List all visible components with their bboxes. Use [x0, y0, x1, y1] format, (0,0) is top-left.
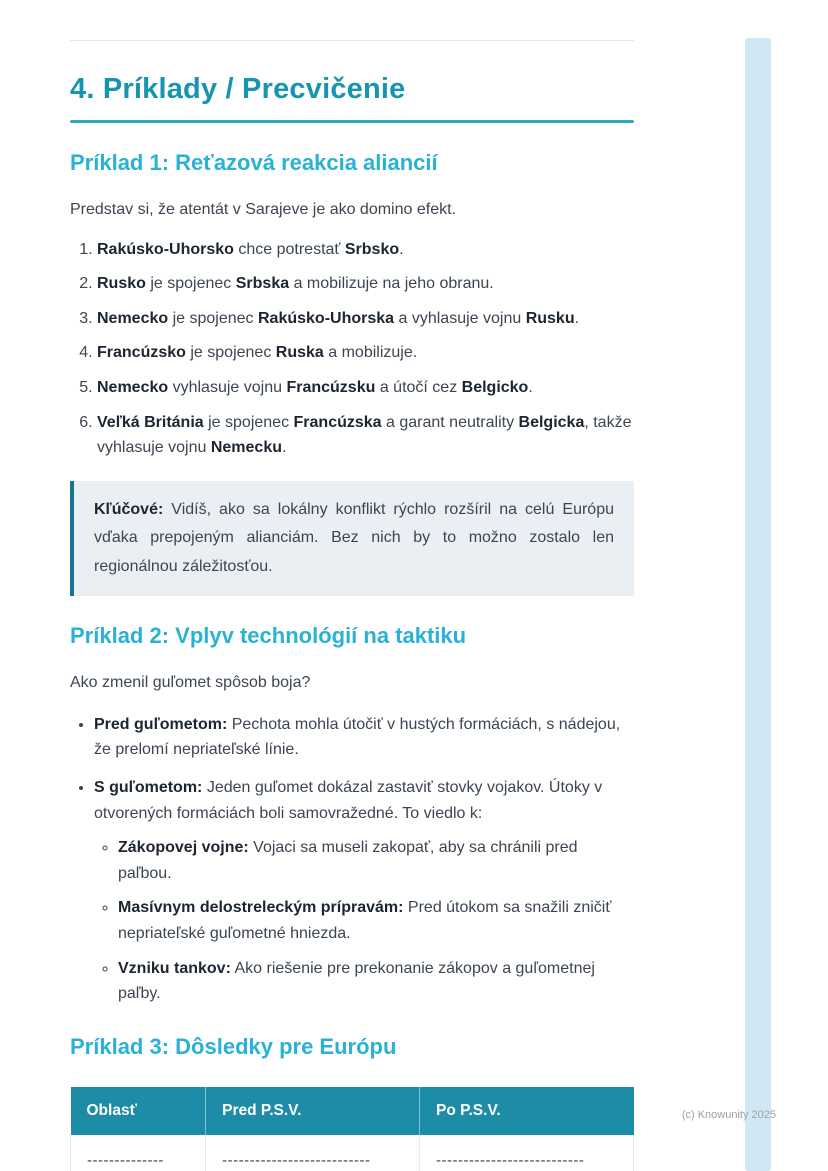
example2-bullet-list	[70, 712, 634, 1007]
list-item	[97, 271, 634, 297]
list-item	[94, 775, 634, 1007]
list-item	[118, 956, 634, 1007]
list-item-text: Vzniku tankov: Ako riešenie pre prekonanie zákopov a guľometnej paľby.	[118, 959, 595, 1003]
list-item	[118, 835, 634, 886]
example3-heading: Príklad 3: Dôsledky pre Európu	[70, 1033, 397, 1059]
list-item	[97, 237, 634, 263]
example2-intro: Ako zmenil guľomet spôsob boja?	[70, 674, 311, 692]
table-row	[71, 1135, 634, 1171]
example1-heading: Príklad 1: Reťazová reakcia aliancií	[70, 150, 438, 175]
list-item-text: Masívnym delostreleckým prípravám: Pred útokom sa snažili zničiť nepriateľské guľometné hniezda.	[118, 899, 612, 942]
table-cell: ---------------------------	[206, 1135, 420, 1171]
list-item-text: Veľká Británia je spojenec Francúzska a garant neutrality Belgicka, takže vyhlasuje vojnu Nemecku.	[97, 413, 632, 457]
copyright-text: (c) Knowunity 2025	[681, 1109, 776, 1121]
table-header-row	[71, 1087, 634, 1135]
list-item-text: S guľometom: Jeden guľomet dokázal zastaviť stovky vojakov. Útoky v otvorených formáciách boli samovražedné. To viedlo k:	[94, 778, 603, 822]
table-body	[71, 1135, 634, 1171]
list-item-text: Zákopovej vojne: Vojaci sa museli zakopať, aby sa chránili pred paľbou.	[118, 839, 578, 882]
title-underline	[70, 120, 634, 123]
page-title: 4. Príklady / Precvičenie	[70, 73, 406, 105]
consequences-table	[70, 1087, 634, 1171]
list-item	[97, 340, 634, 366]
table-cell: --------------	[71, 1135, 206, 1171]
list-item	[94, 712, 634, 763]
list-item-text: Pred guľometom: Pechota mohla útočiť v hustých formáciách, s nádejou, že prelomí nepriateľské línie.	[94, 715, 621, 759]
scrollbar-track[interactable]	[745, 38, 771, 1171]
list-item-text: Rusko je spojenec Srbska a mobilizuje na jeho obranu.	[97, 275, 494, 293]
example1-steps-list	[70, 237, 634, 461]
list-item	[118, 895, 634, 946]
example2-heading: Príklad 2: Vplyv technológií na taktiku	[70, 623, 467, 649]
key-callout-text: Kľúčové: Vidíš, ako sa lokálny konflikt rýchlo rozšíril na celú Európu vďaka prepojeným alianciám. Bez nich by to možno zostalo len regionálnou záležitosťou.	[94, 500, 614, 575]
list-item-text: Nemecko je spojenec Rakúsko-Uhorska a vyhlasuje vojnu Rusku.	[97, 309, 580, 327]
key-callout	[70, 481, 634, 596]
document-content	[70, 0, 634, 1171]
list-item	[97, 306, 634, 332]
table-header-cell: Oblasť	[71, 1087, 206, 1135]
list-item	[97, 375, 634, 401]
example2-sub-bullet-list	[94, 835, 634, 1007]
list-item-text: Francúzsko je spojenec Ruska a mobilizuje.	[97, 344, 418, 362]
table-header-cell: Po P.S.V.	[420, 1087, 634, 1135]
table-header-cell: Pred P.S.V.	[206, 1087, 420, 1135]
list-item-text: Nemecko vyhlasuje vojnu Francúzsku a útočí cez Belgicko.	[97, 378, 533, 396]
table-cell: ---------------------------	[420, 1135, 634, 1171]
example1-intro: Predstav si, že atentát v Sarajeve je ako domino efekt.	[70, 201, 456, 218]
list-item-text: Rakúsko-Uhorsko chce potrestať Srbsko.	[97, 240, 404, 258]
list-item	[97, 410, 634, 461]
top-divider	[70, 40, 634, 41]
table-header	[71, 1087, 634, 1135]
